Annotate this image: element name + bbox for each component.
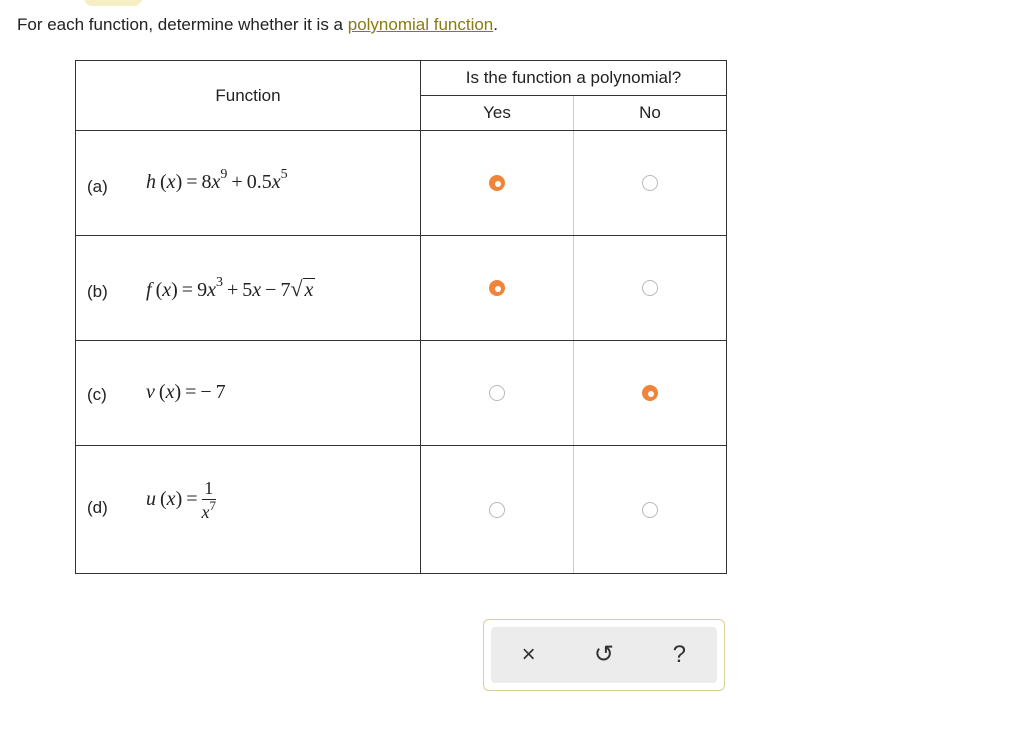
instructions: For each function, determine whether it is a polynomial function. [17, 15, 498, 34]
no-radio[interactable] [642, 280, 658, 296]
answer-toolbar [483, 619, 725, 691]
yes-radio[interactable] [489, 385, 505, 401]
polynomial-table [75, 60, 727, 574]
table-row [76, 131, 727, 236]
no-radio[interactable] [642, 175, 658, 191]
no-column-header: No [574, 96, 727, 131]
function-expression: v (x) = − 7 [146, 381, 226, 403]
row-label: (b) [87, 282, 108, 301]
help-icon[interactable]: ? [672, 641, 686, 668]
question-header: Is the function a polynomial? [421, 61, 727, 96]
table-row [76, 341, 727, 446]
no-radio[interactable] [642, 502, 658, 518]
row-label: (c) [87, 385, 107, 404]
function-expression: u (x) = $\frac{1}{x^7}$ [146, 478, 217, 522]
yes-column-header: Yes [421, 96, 574, 131]
row-label: (d) [87, 498, 108, 517]
polynomial-function-link[interactable]: polynomial function [347, 15, 494, 34]
yes-radio[interactable] [489, 175, 505, 191]
yes-radio[interactable] [489, 280, 505, 296]
no-radio[interactable] [642, 385, 658, 401]
table-row [76, 236, 727, 341]
top-tab-decoration [84, 0, 142, 6]
clear-icon[interactable]: × [521, 641, 536, 668]
undo-icon[interactable]: ↺ [593, 641, 615, 668]
yes-radio[interactable] [489, 502, 505, 518]
row-label: (a) [87, 177, 108, 196]
function-expression: h $(x) = 8x^9 + 0.5x^5$ [146, 167, 288, 193]
table-row [76, 446, 727, 574]
function-column-header: Function [76, 61, 421, 131]
function-expression: f $(x) = 9x^3 + 5x - 7√$ x [146, 275, 314, 301]
